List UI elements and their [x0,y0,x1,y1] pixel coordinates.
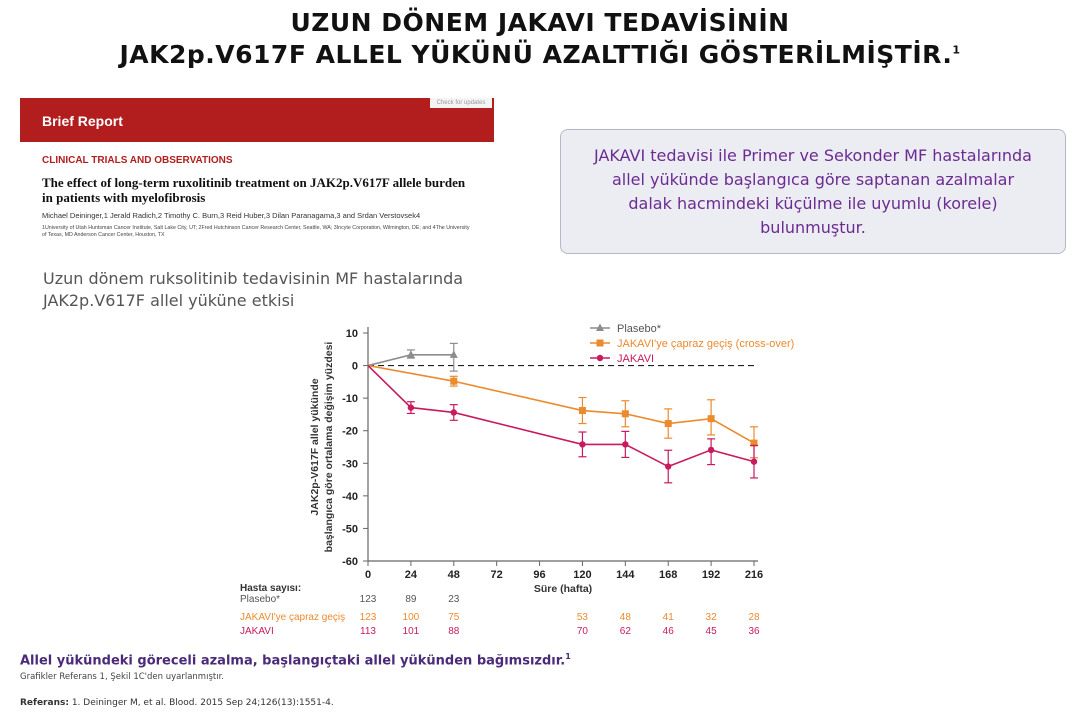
y-axis-label-line1: JAK2p-V617F allel yükünde [309,378,321,516]
y-tick-label: -30 [342,458,358,471]
patients-table-heading: Hasta sayısı: [240,583,302,594]
x-tick-label: 144 [616,569,635,581]
y-tick-label: -50 [342,523,358,536]
y-tick-label: -60 [342,556,358,568]
patients-count-cell: 100 [402,612,420,623]
data-point-circle [665,463,671,469]
patients-row-label: JAKAVI [240,626,274,637]
paper-affiliations: 1University of Utah Huntsman Cancer Institute, Salt Lake City, UT; 2Fred Hutchinson Cancer Research Center, Seattle, WA; 3Incyte Corporation, Wilmington, DE; and 4The University of Texas, MD Anderson Cancer Center, Houston, TX [42,225,470,238]
patients-count-cell: 75 [448,612,460,623]
patients-count-cell: 113 [360,626,376,637]
x-tick-label: 120 [573,569,592,581]
y-axis-label-line2: başlangıca göre ortalama değişim yüzdesi [323,341,335,553]
data-point-square [708,415,715,422]
x-tick-label: 192 [701,569,721,581]
x-tick-label: 72 [490,569,503,581]
x-tick-label: 168 [659,569,678,581]
check-updates-badge[interactable]: Check for updates [430,98,492,108]
footer-references [20,698,334,708]
x-tick-label: 0 [364,569,372,581]
data-point-square [665,420,672,427]
legend-marker-circle [597,355,603,361]
patients-count-cell: 101 [402,626,420,637]
paper-bar-label: Brief Report [42,113,123,129]
data-point-circle [622,441,628,447]
patients-row-label: Plasebo* [240,594,281,605]
patients-row-label: JAKAVI'ye çapraz geçiş [240,612,346,623]
patients-count-cell: 28 [748,612,760,623]
data-point-circle [751,458,757,464]
x-tick-label: 48 [447,569,460,581]
x-tick-label: 96 [533,569,546,581]
y-tick-label: 0 [351,360,358,373]
page-title-line2: JAK2p.V617F ALLEL YÜKÜNÜ AZALTTIĞI GÖSTERİLMİŞTİR.$^1$ [119,40,961,69]
legend-marker-square [597,340,604,347]
legend-label: Plasebo* [617,323,662,335]
title-reference: 1 [952,43,961,57]
legend-label: JAKAVI [617,353,655,365]
paper-section-label: CLINICAL TRIALS AND OBSERVATIONS [42,155,233,166]
patients-count-cell: 36 [748,626,760,637]
page-title-line1: UZUN DÖNEM JAKAVI TEDAVİSİNİN [290,8,790,37]
patients-count-cell: 62 [619,626,631,637]
data-point-circle [408,404,414,410]
data-point-square [450,378,457,385]
x-tick-label: 216 [744,569,764,581]
patients-count-cell: 48 [619,612,631,623]
y-tick-label: -40 [342,490,358,503]
chart-section-title: Uzun dönem ruksolitinib tedavisinin MF hastalarında JAK2p.V617F allel yüküne etkisi [43,269,464,310]
patients-count-cell: 123 [359,612,377,623]
paper-title: The effect of long-term ruxolitinib treatment on JAK2p.V617F allele burden in patients with myelofibrosis [42,175,466,205]
data-point-circle [451,409,457,415]
data-point-square [579,407,586,414]
y-tick-label: 10 [345,328,358,340]
patients-count-cell: 70 [576,626,588,637]
legend-label: JAKAVI'ye çapraz geçiş (cross-over) [617,338,795,350]
patients-count-cell: 46 [662,626,674,637]
patients-count-cell: 88 [448,626,460,637]
data-point-square [622,410,629,417]
references-label: Referans: [20,698,69,708]
patients-count-cell: 41 [662,612,674,623]
y-tick-label: -10 [342,393,358,406]
y-tick-label: -20 [342,425,358,438]
footer-note: Allel yükündeki göreceli azalma, başlangıçtaki allel yükünden bağımsızdır.$^1$ [20,652,571,669]
callout-text: JAKAVI tedavisi ile Primer ve Sekonder MF hastalarında allel yükünde başlangıca göre saptanan azalmalar dalak hacmindeki küçülme ile uyumlu (korele) bulunmuştur. [594,145,1032,237]
patients-count-cell: 123 [359,594,377,605]
data-point-circle [708,447,714,453]
footer-source: Grafikler Referans 1, Şekil 1C'den uyarlanmıştır. [20,672,224,682]
patients-count-cell: 23 [448,594,460,605]
patients-count-cell: 89 [405,594,417,605]
references-text: 1. Deininger M, et al. Blood. 2015 Sep 24;126(13):1551-4. [71,698,334,708]
x-tick-label: 24 [404,569,418,581]
series-line-2 [368,366,754,467]
patients-count-cell: 53 [576,612,588,623]
x-axis-label: Süre (hafta) [533,583,593,595]
series-line-1 [368,366,754,444]
paper-authors: Michael Deininger,1 Jerald Radich,2 Timothy C. Burn,3 Reid Huber,3 Dilan Paranagama,3 and Srdan Verstovsek4 [42,211,421,220]
patients-count-cell: 32 [705,612,717,623]
data-point-circle [579,441,585,447]
footer-note-ref: 1 [565,652,571,661]
patients-count-cell: 45 [705,626,717,637]
